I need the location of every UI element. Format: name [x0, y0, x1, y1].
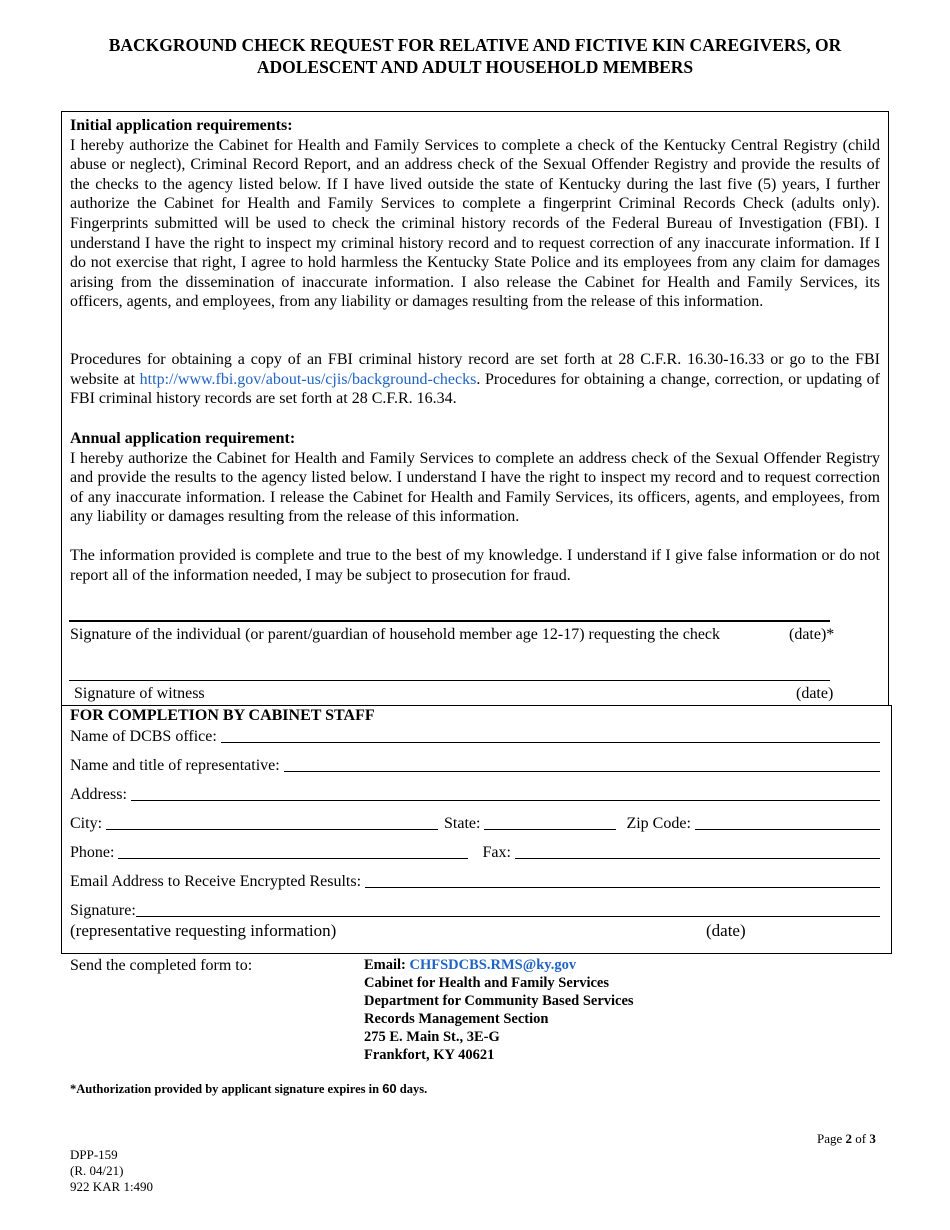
- fax-field[interactable]: [515, 844, 880, 859]
- page-number: [817, 1131, 876, 1147]
- footnote-days: 60: [382, 1081, 397, 1096]
- send-email-link[interactable]: CHFSDCBS.RMS@ky.gov: [409, 957, 577, 973]
- address-line-1: Cabinet for Health and Family Services: [364, 975, 610, 991]
- fbi-link[interactable]: http://www.fbi.gov/about-us/cjis/background-checks: [139, 370, 477, 388]
- page-prefix: Page: [817, 1131, 843, 1146]
- send-email-label: Email:: [364, 957, 406, 973]
- email-label: Email Address to Receive Encrypted Results:: [70, 873, 362, 890]
- page-current: 2: [845, 1131, 853, 1146]
- form-regulation: 922 KAR 1:490: [70, 1179, 154, 1194]
- fbi-text-before: Procedures for obtaining a copy of an FBI criminal history record are set forth at 28 C.F.R. 16.30-16.33 or go to the FBI website at: [70, 351, 880, 388]
- address-label: Address:: [70, 786, 127, 803]
- form-revision: (R. 04/21): [70, 1163, 124, 1178]
- phone-label: Phone:: [70, 844, 115, 861]
- authorization-footnote: [70, 1081, 427, 1097]
- dcbs-office-row: [70, 727, 880, 746]
- staff-signature-label: Signature:: [70, 902, 136, 919]
- staff-date-label: (date): [706, 921, 746, 940]
- annual-requirements: [70, 429, 880, 527]
- fbi-procedures: [70, 350, 880, 409]
- form-title-line-1: BACKGROUND CHECK REQUEST FOR RELATIVE AND FICTIVE KIN CAREGIVERS, OR: [108, 35, 842, 55]
- city-label: City:: [70, 815, 103, 832]
- mailing-address: [364, 956, 634, 1064]
- staff-signature-field[interactable]: [136, 902, 880, 917]
- footnote-unit: days.: [399, 1082, 428, 1096]
- page-total: 3: [869, 1131, 876, 1146]
- individual-signature-label: Signature of the individual (or parent/guardian of household member age 12-17) requesting the check: [70, 626, 721, 643]
- individual-date-label: (date)*: [789, 626, 835, 643]
- page-of: of: [855, 1131, 867, 1146]
- witness-date-label: (date): [796, 685, 834, 702]
- dcbs-office-field[interactable]: [221, 728, 880, 743]
- fax-label: Fax:: [482, 844, 511, 861]
- address-row: [70, 785, 880, 804]
- phone-fax-row: [70, 843, 880, 862]
- form-code: DPP-159: [70, 1147, 118, 1162]
- witness-signature-line[interactable]: [69, 680, 830, 681]
- annual-body: I hereby authorize the Cabinet for Health and Family Services to complete an address check of the Sexual Offender Registry and provide the results to the agency listed below. I understand I have the right to inspect my record and to request correction of any inaccurate information. I release the Cabinet for Health and Family Services, its officers, agents, and employees, from any liability or damages resulting from the release of this information.: [70, 449, 880, 526]
- send-to-label: Send the completed form to:: [70, 957, 253, 974]
- initial-heading: Initial application requirements:: [70, 117, 293, 134]
- initial-body: I hereby authorize the Cabinet for Health and Family Services to complete a check of the Kentucky Central Registry (child abuse or neglect), Criminal Record Report, and an address check of the Sexual Offender Registry and provide the results of the checks to the agency listed below. If I have lived outside the state of Kentucky during the last five (5) years, I further authorize the Cabinet for Health and Family Services to complete a fingerprint Criminal Records Check (adults only). Fingerprints submitted will be used to check the criminal history records of the Federal Bureau of Investigation (FBI). I understand I have the right to inspect my criminal history record and to request correction of any inaccurate information. If I do not exercise that right, I agree to hold harmless the Kentucky State Police and its employees from any claim for damages arising from the dissemination of inaccurate information. I also release the Cabinet for Health and Family Services, its officers, agents, and employees, from any liability or damages resulting from the release of this information.: [70, 136, 880, 311]
- annual-heading: Annual application requirement:: [70, 430, 296, 447]
- representative-row: [70, 756, 880, 775]
- email-row: [70, 872, 880, 891]
- form-title: [40, 34, 910, 78]
- email-field[interactable]: [365, 873, 880, 888]
- footnote-text: *Authorization provided by applicant signature expires in: [70, 1082, 380, 1096]
- representative-label: Name and title of representative:: [70, 757, 280, 774]
- initial-requirements: [70, 116, 880, 312]
- staff-heading: FOR COMPLETION BY CABINET STAFF: [70, 707, 375, 724]
- address-line-4: 275 E. Main St., 3E-G: [364, 1029, 500, 1045]
- zip-field[interactable]: [695, 815, 880, 830]
- phone-field[interactable]: [118, 844, 468, 859]
- fbi-text-after: . Procedures for obtaining a change, correction, or updating of FBI criminal history records are set forth at 28 C.F.R. 16.34.: [70, 370, 881, 408]
- state-field[interactable]: [484, 815, 616, 830]
- dcbs-office-label: Name of DCBS office:: [70, 728, 217, 745]
- address-line-2: Department for Community Based Services: [364, 993, 634, 1009]
- attestation: The information provided is complete and true to the best of my knowledge. I understand if I give false information or do not report all of the information needed, I may be subject to prosecution for fraud.: [70, 547, 880, 584]
- address-line-3: Records Management Section: [364, 1011, 549, 1027]
- address-field[interactable]: [131, 786, 880, 801]
- city-state-zip-row: [70, 814, 880, 833]
- form-identifier: [70, 1147, 153, 1195]
- rep-note: (representative requesting information): [70, 921, 337, 940]
- zip-label: Zip Code:: [626, 815, 691, 832]
- city-field[interactable]: [106, 815, 438, 830]
- form-title-line-2: ADOLESCENT AND ADULT HOUSEHOLD MEMBERS: [256, 57, 694, 77]
- state-label: State:: [444, 815, 481, 832]
- address-line-5: Frankfort, KY 40621: [364, 1047, 495, 1063]
- representative-field[interactable]: [284, 757, 880, 772]
- individual-signature-line[interactable]: [69, 620, 830, 622]
- witness-signature-label: Signature of witness: [74, 685, 205, 702]
- staff-signature-row: [70, 901, 880, 920]
